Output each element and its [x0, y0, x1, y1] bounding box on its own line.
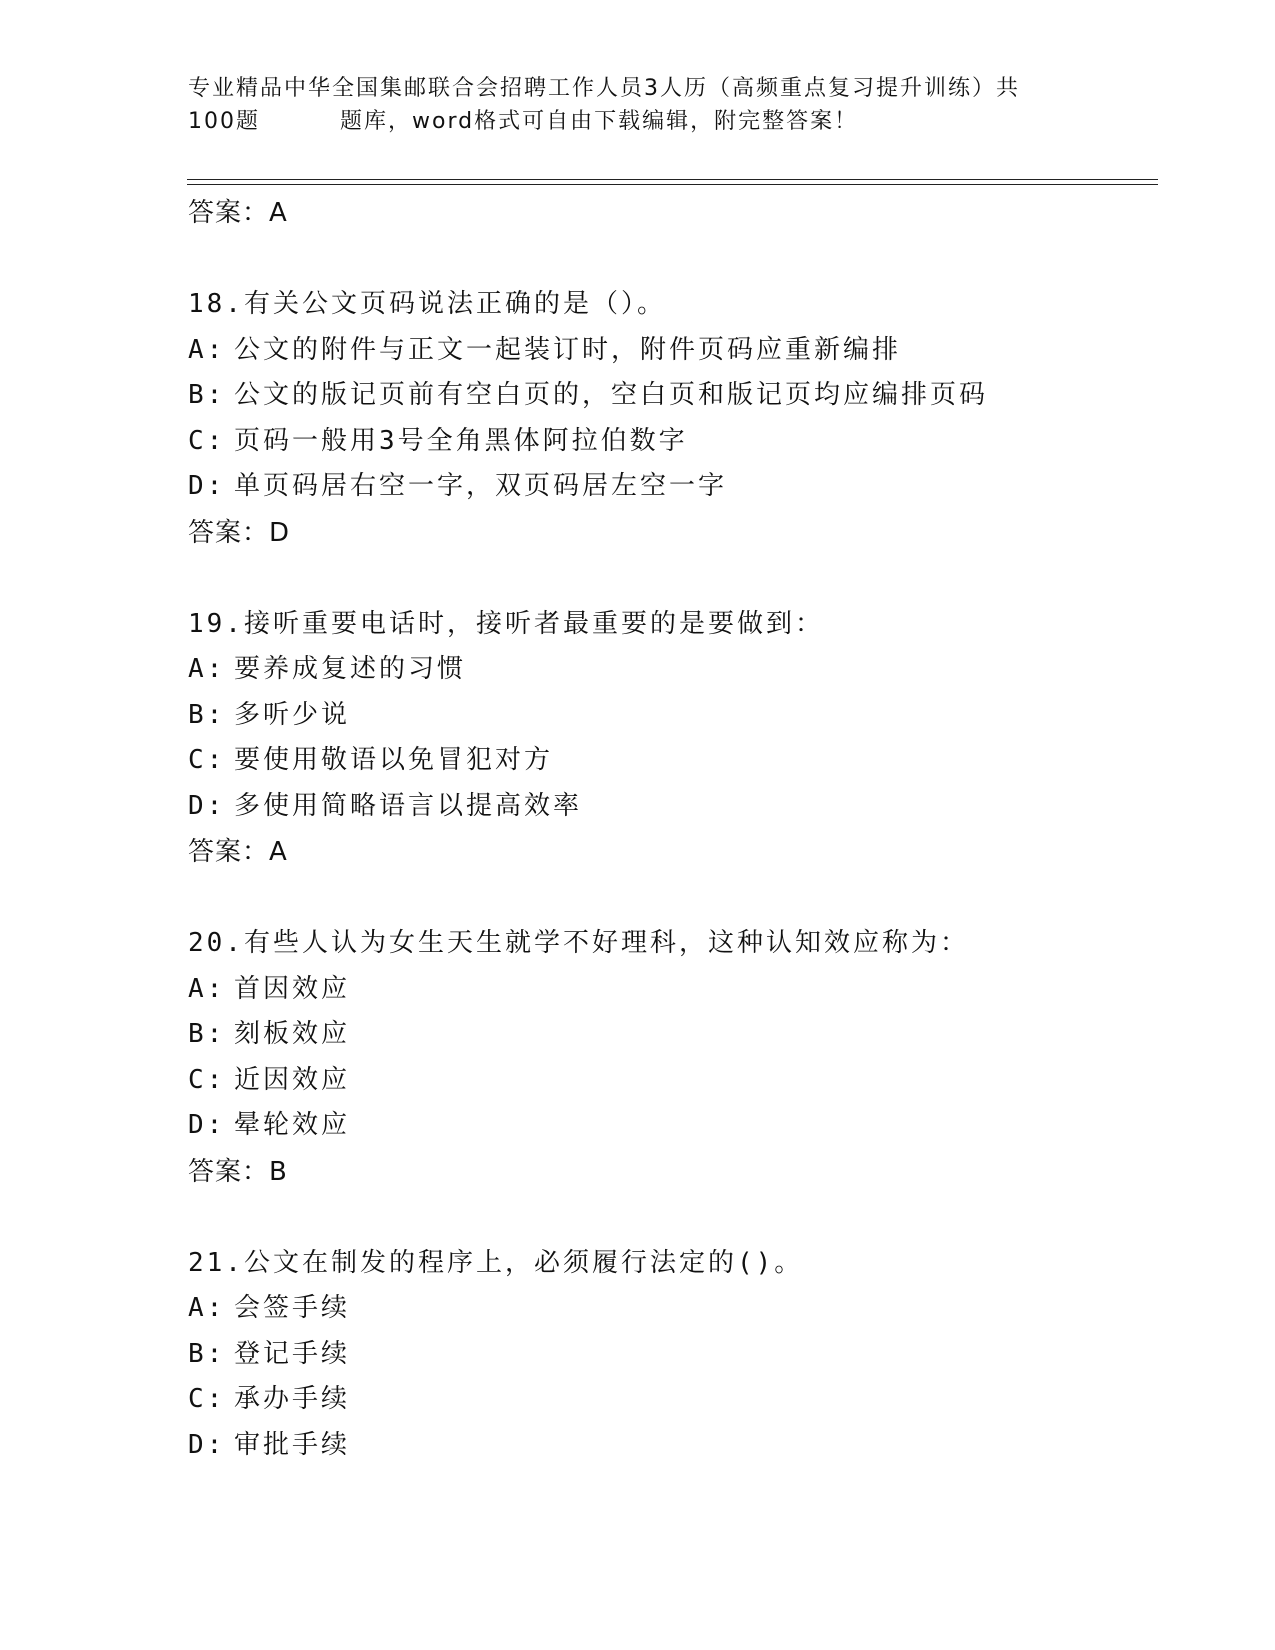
- header-title-line2: [188, 105, 1088, 138]
- answer-line: 答案：A: [188, 198, 288, 228]
- header-title-line1: 专业精品中华全国集邮联合会招聘工作人员3人历（高频重点复习提升训练）共: [188, 76, 1020, 101]
- header-count: 100题: [188, 109, 260, 134]
- question-item: [188, 1241, 1148, 1469]
- question-text: 18.有关公文页码说法正确的是（）。: [188, 289, 666, 319]
- question-item: [188, 602, 1148, 876]
- option-c: C: 承办手续: [188, 1384, 351, 1414]
- option-b: B: 刻板效应: [188, 1019, 351, 1049]
- option-a: A: 公文的附件与正文一起装订时，附件页码应重新编排: [188, 334, 902, 365]
- answer-line: 答案：A: [188, 837, 288, 867]
- option-c: C: 近因效应: [188, 1064, 351, 1095]
- option-a: A: 要养成复述的习惯: [188, 654, 467, 684]
- option-b: B: 多听少说: [188, 699, 351, 730]
- header-description: 题库，word格式可自由下载编辑，附完整答案！: [340, 109, 859, 134]
- option-c: C: 页码一般用3号全角黑体阿拉伯数字: [188, 425, 688, 456]
- option-d: D: 单页码居右空一字，双页码居左空一字: [188, 471, 728, 501]
- option-d: D: 多使用简略语言以提高效率: [188, 790, 583, 821]
- question-text: 19.接听重要电话时，接听者最重要的是要做到：: [188, 608, 824, 639]
- question-text: 20.有些人认为女生天生就学不好理科，这种认知效应称为：: [188, 928, 969, 958]
- option-a: A: 会签手续: [188, 1293, 351, 1323]
- option-d: D: 审批手续: [188, 1429, 351, 1460]
- question-list: [188, 190, 1148, 1468]
- question-item: [188, 282, 1148, 556]
- header-divider-top: [187, 179, 1158, 180]
- option-b: B: 登记手续: [188, 1338, 351, 1369]
- answer-line: 答案：B: [188, 1156, 288, 1187]
- answer-line: 答案：D: [188, 517, 291, 548]
- option-c: C: 要使用敬语以免冒犯对方: [188, 745, 554, 775]
- question-item: [188, 921, 1148, 1195]
- option-d: D: 晕轮效应: [188, 1110, 351, 1140]
- option-b: B: 公文的版记页前有空白页的，空白页和版记页均应编排页码: [188, 380, 989, 410]
- header-divider-bottom: [187, 184, 1158, 185]
- document-header: [188, 72, 1088, 138]
- option-a: A: 首因效应: [188, 973, 351, 1004]
- question-text: 21.公文在制发的程序上，必须履行法定的()。: [188, 1247, 804, 1278]
